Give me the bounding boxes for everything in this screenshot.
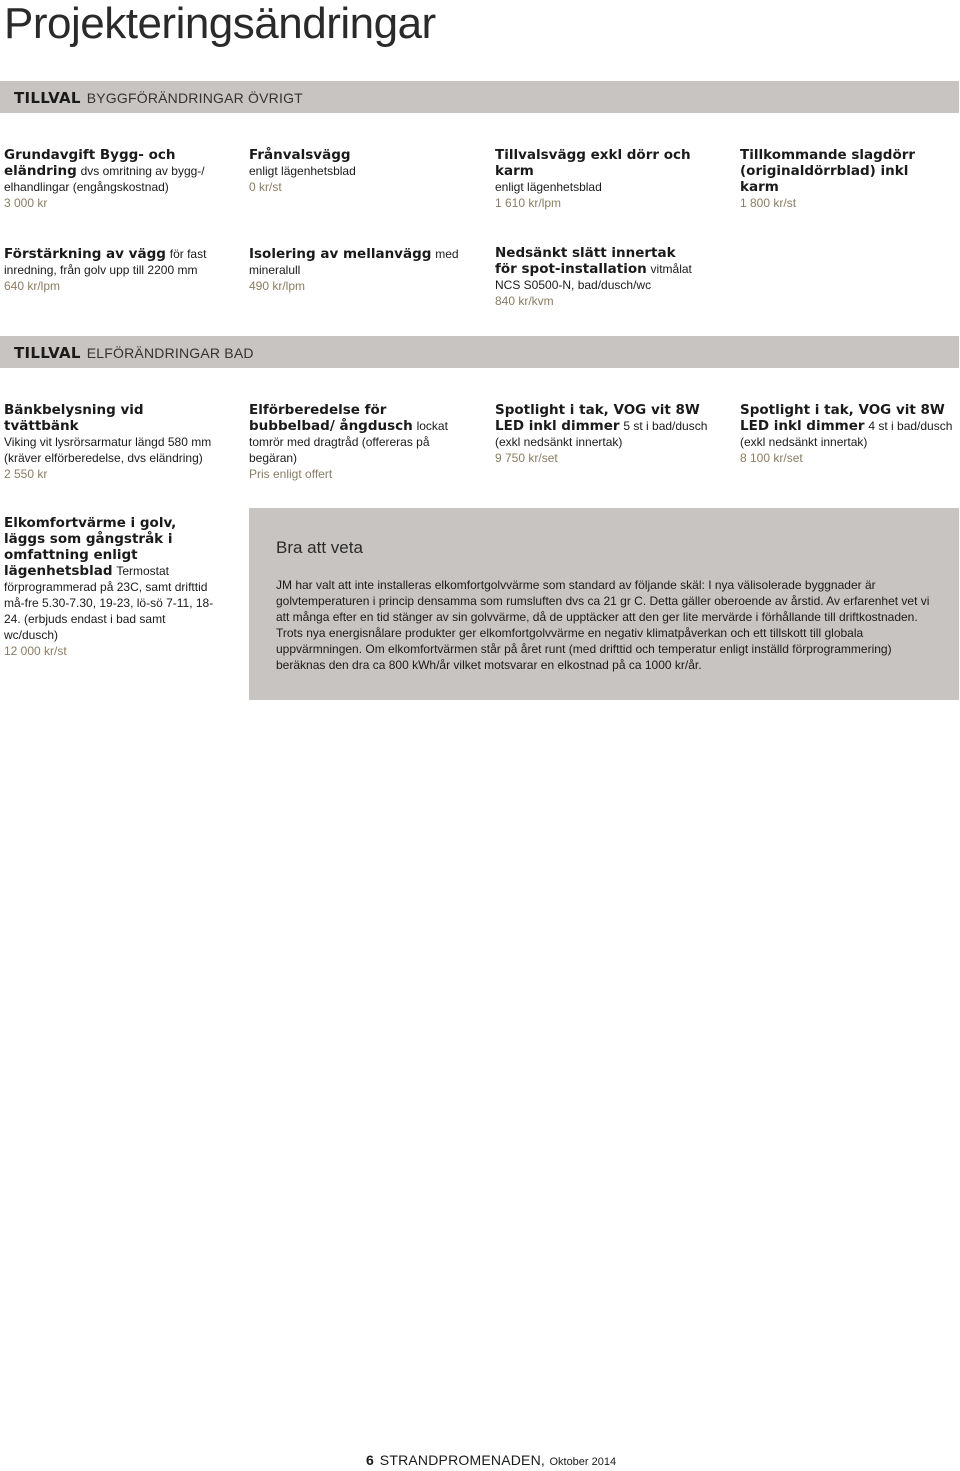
page-footer bbox=[366, 1452, 616, 1470]
option-price: 9 750 kr/set bbox=[495, 451, 558, 465]
option-desc: enligt lägenhetsblad bbox=[249, 164, 356, 178]
option-price: 490 kr/lpm bbox=[249, 279, 306, 293]
option-desc: vitmålat NCS S0500-N, bad/dusch/wc bbox=[495, 262, 692, 292]
footer-date: Oktober 2014 bbox=[549, 1456, 617, 1468]
info-box-text: JM har valt att inte installeras elkomfortgolvvärme som standard av följande skäl: I nya välisolerade byggnader är golvtemperaturen i princip densamma som rumsluften dvs ca 21 gr C. Detta gäller oberoende av årstid. Av erfarenhet vet vi att många efter en tid stänger av sin golvvärme, då de upptäcker att den ger lite mervärde i förhållande till driftkostnaden. Trots nya energisnålare produkter ger elkomfortgolvvärme en negativ klimatpåverkan och ett tillskott till globala uppvärmningen. Om elkomfortvärmen står på året runt (med drifttid och temperatur enligt inställd förprogrammering) beräknas den dra ca 800 kWh/år vilket motsvarar en elkostnad på ca 1000 kr/år. bbox=[276, 578, 930, 672]
page-title: Projekteringsändringar bbox=[4, 0, 436, 48]
footer-brand: STRANDPROMENADEN, bbox=[379, 1452, 545, 1468]
option-item bbox=[249, 402, 469, 482]
section-header-bygg bbox=[0, 81, 959, 113]
option-item bbox=[4, 147, 229, 211]
option-item bbox=[740, 147, 950, 211]
option-item bbox=[495, 147, 695, 211]
section-subtitle: ELFÖRÄNDRINGAR BAD bbox=[86, 345, 254, 361]
option-price: Pris enligt offert bbox=[249, 467, 333, 481]
option-price: 2 550 kr bbox=[4, 467, 48, 481]
option-item bbox=[495, 402, 725, 466]
option-desc: 4 st i bad/dusch (exkl nedsänkt innertak) bbox=[740, 419, 953, 449]
option-desc: Termostat förprogrammerad på 23C, samt drifttid må-fre 5.30-7.30, 19-23, lö-sö 7-11, 18-24. (erbjuds endast i bad samt wc/dusch) bbox=[4, 564, 214, 642]
option-title: Förstärkning av vägg bbox=[4, 246, 166, 262]
option-title: Tillvalsvägg exkl dörr och karm bbox=[495, 147, 691, 179]
option-item bbox=[4, 402, 219, 482]
info-box-title: Bra att veta bbox=[276, 538, 363, 557]
section-keyword: TILLVAL bbox=[14, 344, 81, 362]
option-desc: dvs omritning av bygg-/ elhandlingar (engångskostnad) bbox=[4, 164, 205, 194]
info-box bbox=[249, 508, 959, 700]
option-desc: enligt lägenhetsblad bbox=[495, 180, 602, 194]
option-title: Spotlight i tak, VOG vit 8W LED inkl dimmer bbox=[740, 402, 945, 434]
option-title: Tillkommande slagdörr (originaldörrblad) inkl karm bbox=[740, 147, 916, 195]
option-title: Grundavgift Bygg- och eländring bbox=[4, 147, 176, 179]
option-title: Spotlight i tak, VOG vit 8W LED inkl dimmer bbox=[495, 402, 700, 434]
option-title: Frånvalsvägg bbox=[249, 147, 351, 163]
option-desc: Viking vit lysrörsarmatur längd 580 mm (kräver elförberedelse, dvs eländring) bbox=[4, 435, 212, 465]
option-item bbox=[495, 245, 695, 309]
option-item bbox=[4, 515, 219, 659]
option-title: Isolering av mellanvägg bbox=[249, 246, 432, 262]
option-item bbox=[249, 246, 459, 294]
option-price: 3 000 kr bbox=[4, 196, 48, 210]
option-title: Elkomfortvärme i golv, läggs som gångstråk i omfattning enligt lägenhetsblad bbox=[4, 515, 177, 579]
option-price: 640 kr/lpm bbox=[4, 279, 61, 293]
option-desc: med mineralull bbox=[249, 247, 459, 277]
option-price: 8 100 kr/set bbox=[740, 451, 803, 465]
option-item bbox=[740, 402, 955, 466]
option-title: Elförberedelse för bubbelbad/ ångdusch bbox=[249, 402, 413, 434]
option-desc: lockat tomrör med dragtråd (offereras på begäran) bbox=[249, 419, 448, 465]
section-keyword: TILLVAL bbox=[14, 89, 81, 107]
section-header-el bbox=[0, 336, 959, 368]
option-title: Bänkbelysning vid tvättbänk bbox=[4, 402, 144, 434]
section-subtitle: BYGGFÖRÄNDRINGAR ÖVRIGT bbox=[86, 90, 303, 106]
option-title: Nedsänkt slätt innertak för spot-installation bbox=[495, 245, 676, 277]
page-number: 6 bbox=[366, 1452, 374, 1468]
option-price: 1 800 kr/st bbox=[740, 196, 797, 210]
option-desc: 5 st i bad/dusch (exkl nedsänkt innertak) bbox=[495, 419, 708, 449]
option-price: 840 kr/kvm bbox=[495, 294, 554, 308]
option-item bbox=[4, 246, 209, 294]
option-price: 12 000 kr/st bbox=[4, 644, 67, 658]
option-price: 1 610 kr/lpm bbox=[495, 196, 562, 210]
option-price: 0 kr/st bbox=[249, 180, 282, 194]
option-desc: för fast inredning, från golv upp till 2200 mm bbox=[4, 247, 207, 277]
option-item bbox=[249, 147, 479, 195]
